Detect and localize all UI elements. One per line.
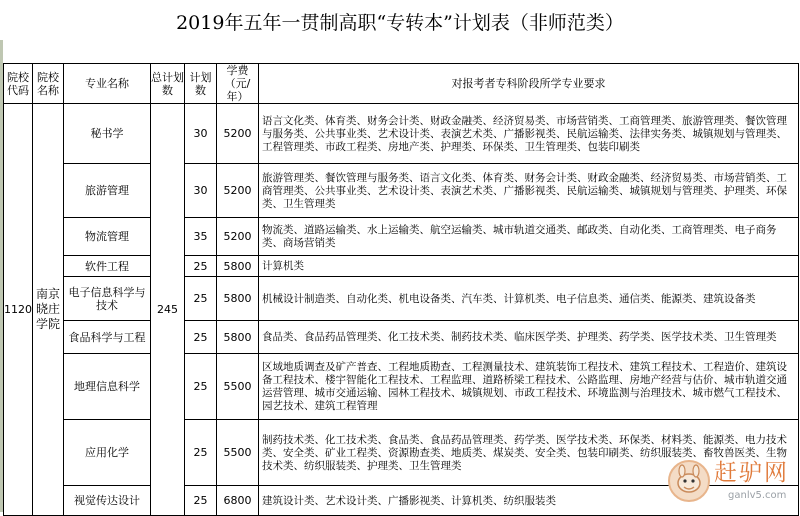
header-fee: 学费（元/年） [217, 64, 259, 104]
site-watermark [668, 458, 794, 510]
total-plan: 245 [151, 104, 185, 516]
plan-count: 25 [185, 354, 217, 420]
page-title: 2019年五年一贯制高职“专转本”计划表（非师范类） [176, 12, 624, 34]
major-name: 旅游管理 [64, 164, 151, 218]
fee: 5800 [217, 277, 259, 321]
table-row [4, 354, 799, 420]
table-row [4, 321, 799, 354]
requirement: 食品类、食品药品管理类、化工技术类、制药技术类、临床医学类、护理类、药学类、医学技术类、卫生管理类 [259, 321, 799, 354]
requirement: 建筑设计类、艺术设计类、广播影视类、计算机类、纺织服装类 [259, 486, 799, 516]
fee: 5800 [217, 256, 259, 277]
header-total-plan: 总计划数 [151, 64, 185, 104]
fee: 6800 [217, 486, 259, 516]
requirement: 机械设计制造类、自动化类、机电设备类、汽车类、计算机类、电子信息类、通信类、能源类、建筑设备类 [259, 277, 799, 321]
fee: 5800 [217, 321, 259, 354]
requirement: 制药技术类、化工技术类、食品类、食品药品管理类、药学类、医学技术类、环保类、材料类、能源类、电力技术类、安全类、矿业工程类、资源勘查类、地质类、煤炭类、安全类、包装印刷类、纺织服装类、畜牧兽医类、生物技术类、纺织服装类、护理类、卫生管理类 [259, 420, 799, 486]
table-row [4, 218, 799, 256]
plan-count: 35 [185, 218, 217, 256]
plan-count: 25 [185, 420, 217, 486]
watermark-url: ganlv5.com [728, 490, 787, 501]
plan-count: 25 [185, 486, 217, 516]
school-name: 南京晓庄学院 [33, 104, 64, 516]
fee: 5500 [217, 420, 259, 486]
major-name: 物流管理 [64, 218, 151, 256]
plan-count: 30 [185, 164, 217, 218]
requirement: 计算机类 [259, 256, 799, 277]
header-requirement: 对报考者专科阶段所学专业要求 [259, 64, 799, 104]
header-row [4, 64, 799, 104]
requirement: 语言文化类、体育类、财务会计类、财政金融类、经济贸易类、市场营销类、工商管理类、旅游管理类、餐饮管理与服务类、公共事业类、艺术设计类、表演艺术类、广播影视类、民航运输类、法律实务类、城镇规划与管理类、工程管理类、市政工程类、房地产类、护理类、环保类、卫生管理类、包装印刷类 [259, 104, 799, 164]
major-name: 软件工程 [64, 256, 151, 277]
school-code: 1120 [4, 104, 33, 516]
major-name: 应用化学 [64, 420, 151, 486]
plan-count: 25 [185, 256, 217, 277]
table-row [4, 277, 799, 321]
watermark-text: 赶驴网 [714, 460, 789, 486]
requirement: 旅游管理类、餐饮管理与服务类、语言文化类、体育类、财务会计类、财政金融类、经济贸易类、市场营销类、工商管理类、公共事业类、艺术设计类、表演艺术类、广播影视类、民航运输类、城镇规划与管理类、护理类、环保类、卫生管理类 [259, 164, 799, 218]
requirement: 区域地质调查及矿产普查、工程地质勘查、工程测量技术、建筑装饰工程技术、建筑工程技术、工程造价、建筑设备工程技术、楼宇智能化工程技术、工程监理、道路桥梁工程技术、公路监理、房地产经营与估价、城市轨道交通运营管理、城市交通运输、园林工程技术、城镇规划、市政工程技术、环境监测与治理技术、城市燃气工程技术、园艺技术、建筑工程管理 [259, 354, 799, 420]
fee: 5200 [217, 164, 259, 218]
fee: 5200 [217, 218, 259, 256]
major-name: 秘书学 [64, 104, 151, 164]
plan-count: 25 [185, 321, 217, 354]
plan-count: 30 [185, 104, 217, 164]
plan-count: 25 [185, 277, 217, 321]
plan-table [3, 63, 799, 516]
requirement: 物流类、道路运输类、水上运输类、航空运输类、城市轨道交通类、邮政类、自动化类、工商管理类、电子商务类、商场营销类 [259, 218, 799, 256]
header-major: 专业名称 [64, 64, 151, 104]
fee: 5200 [217, 104, 259, 164]
table-row [4, 256, 799, 277]
donkey-logo-icon [668, 460, 710, 502]
major-name: 地理信息科学 [64, 354, 151, 420]
header-school-code: 院校代码 [4, 64, 33, 104]
header-school-name: 院校名称 [33, 64, 64, 104]
major-name: 视觉传达设计 [64, 486, 151, 516]
header-plan: 计划数 [185, 64, 217, 104]
table-row [4, 164, 799, 218]
major-name: 食品科学与工程 [64, 321, 151, 354]
table-row [4, 104, 799, 164]
fee: 5500 [217, 354, 259, 420]
major-name: 电子信息科学与技术 [64, 277, 151, 321]
